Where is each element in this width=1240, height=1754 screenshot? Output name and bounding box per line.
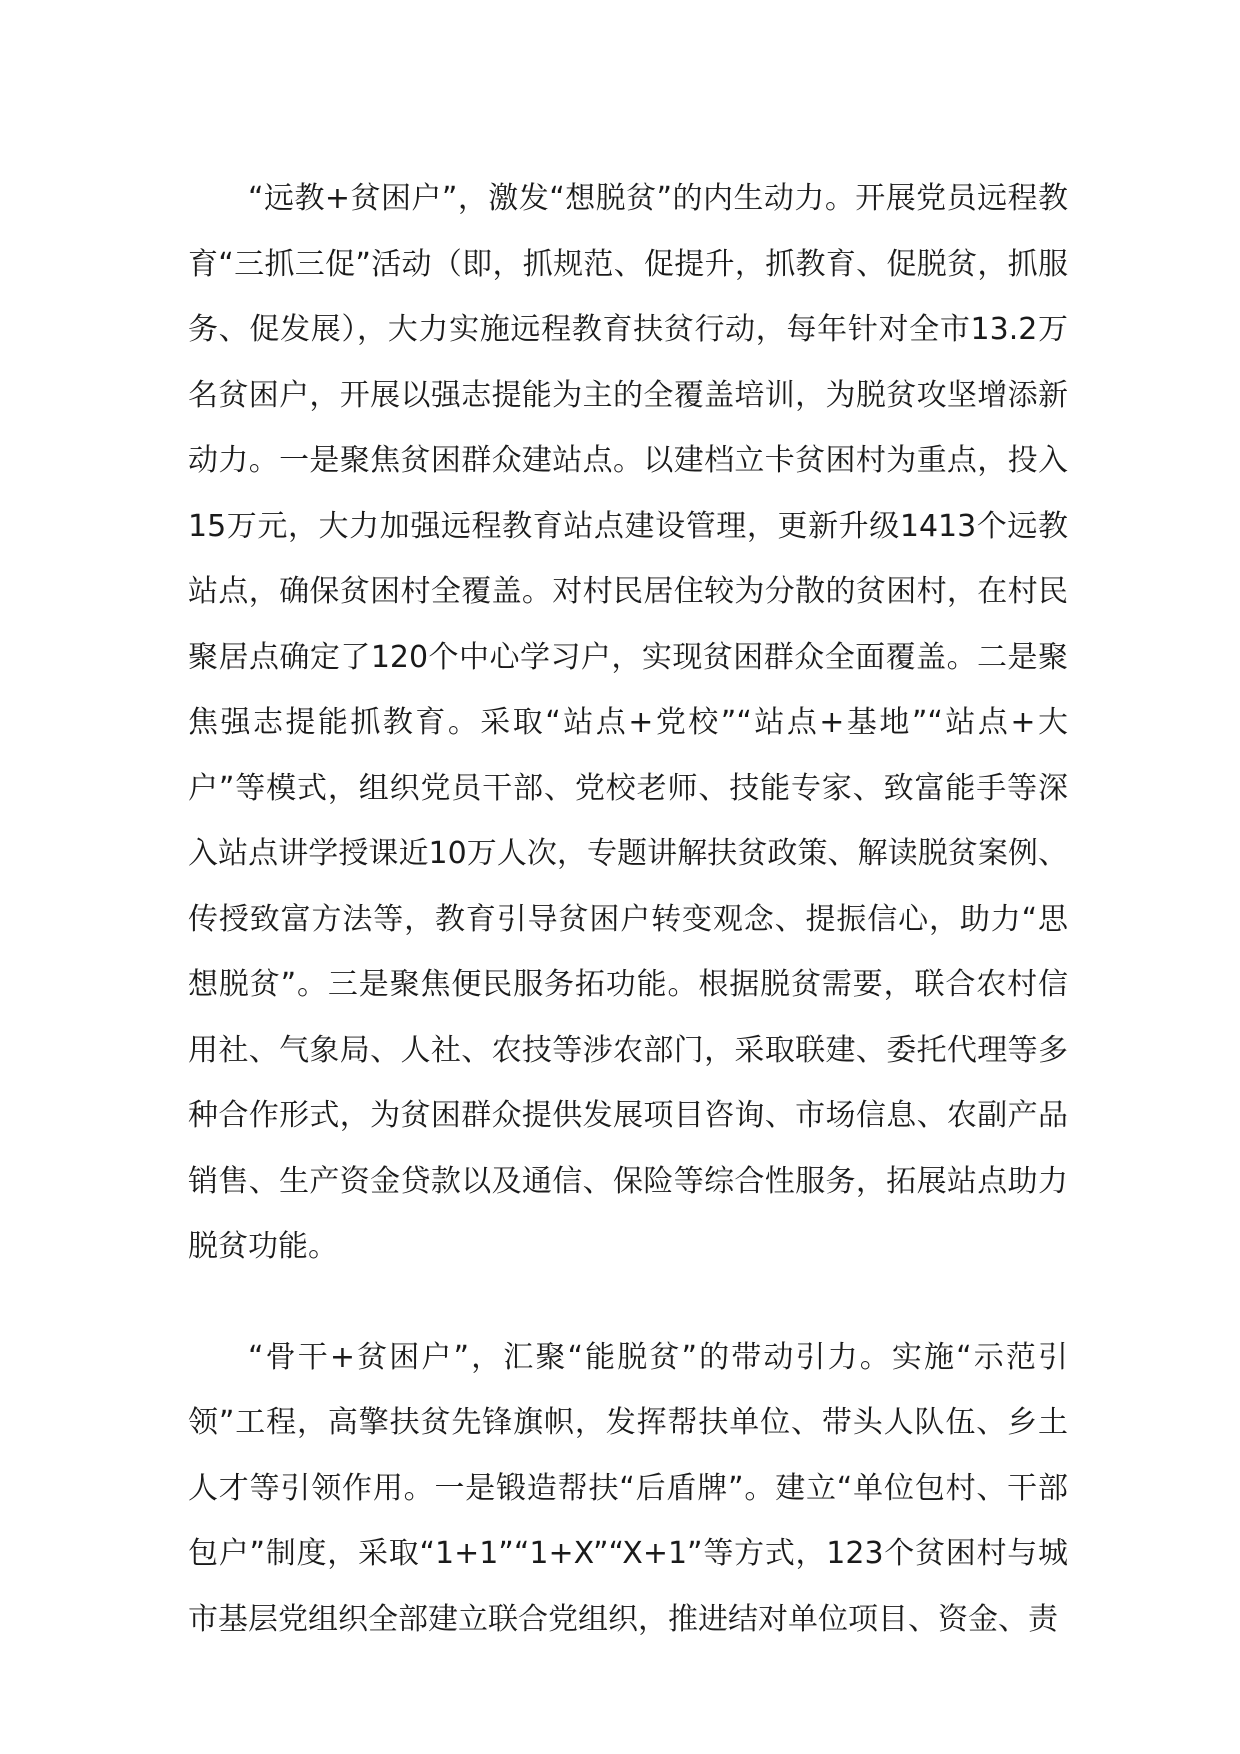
paragraph-backbone-leaders: “骨干+贫困户”，汇聚“能脱贫”的带动引力。实施“示范引领”工程，高擎扶贫先锋旗帜，发挥帮扶单位、带头人队伍、乡土人才等引领作用。一是锻造帮扶“后盾牌”。建立“单位包村、干部包户”制度，采取“1+1”“1+X”“X+1”等方式，123个贫困村与城市基层党组织全部建立联合党组织，推进结对单位项目、资金、责 bbox=[188, 1339, 1068, 1637]
document-body bbox=[188, 166, 1068, 1652]
paragraph-remote-education: “远教+贫困户”，激发“想脱贫”的内生动力。开展党员远程教育“三抓三促”活动（即，抓规范、促提升，抓教育、促脱贫，抓服务、促发展），大力实施远程教育扶贫行动，每年针对全市13.2万名贫困户，开展以强志提能为主的全覆盖培训，为脱贫攻坚增添新动力。一是聚焦贫困群众建站点。以建档立卡贫困村为重点，投入15万元，大力加强远程教育站点建设管理，更新升级1413个远教站点，确保贫困村全覆盖。对村民居住较为分散的贫困村，在村民聚居点确定了120个中心学习户，实现贫困群众全面覆盖。二是聚焦强志提能抓教育。采取“站点+党校”“站点+基地”“站点+大户”等模式，组织党员干部、党校老师、技能专家、致富能手等深入站点讲学授课近10万人次，专题讲解扶贫政策、解读脱贫案例、传授致富方法等，教育引导贫困户转变观念、提振信心，助力“思想脱贫”。三是聚焦便民服务拓功能。根据脱贫需要，联合农村信用社、气象局、人社、农技等涉农部门，采取联建、委托代理等多种合作形式，为贫困群众提供发展项目咨询、市场信息、农副产品销售、生产资金贷款以及通信、保险等综合性服务，拓展站点助力脱贫功能。 bbox=[188, 181, 1068, 1264]
